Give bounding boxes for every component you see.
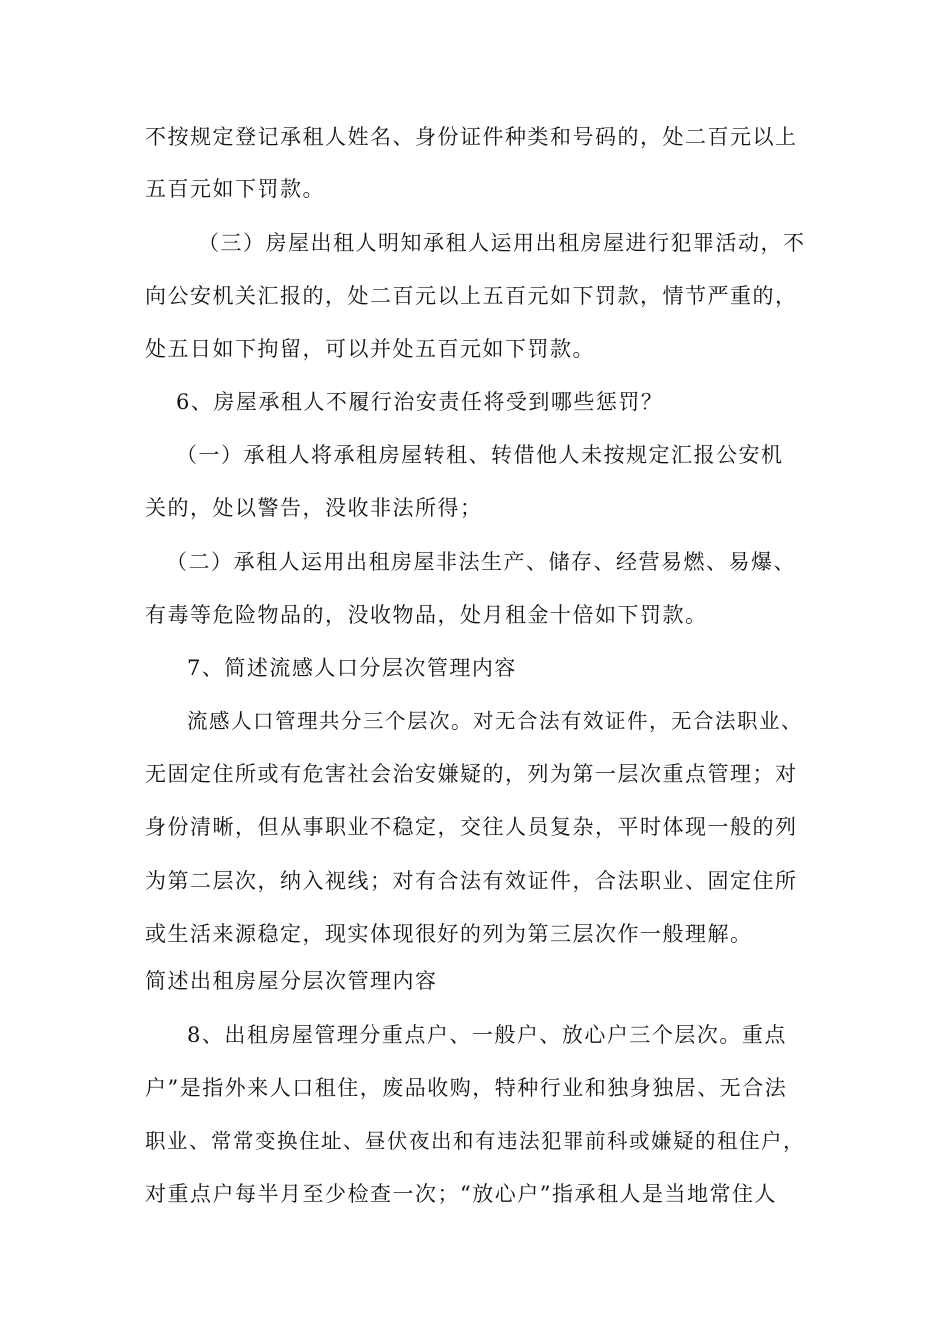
text-line-4: 向公安机关汇报的，处二百元以上五百元如下罚款，情节严重的， <box>145 284 798 308</box>
text-line-6: 6、房屋承租人不履行治安责任将受到哪些惩罚？ <box>176 390 664 414</box>
text-line-2: 五百元如下罚款。 <box>145 177 325 201</box>
text-line-18: 8、出租房屋管理分重点户、一般户、放心户三个层次。重点 <box>187 1023 787 1047</box>
text-line-3: （三）房屋出租人明知承租人运用出租房屋进行犯罪活动，不 <box>198 231 806 255</box>
text-line-5: 处五日如下拘留，可以并处五百元如下罚款。 <box>145 337 595 361</box>
text-line-21: 对重点户每半月至少检查一次；“放心户”指承租人是当地常住人 <box>145 1182 777 1206</box>
text-line-10: 有毒等危险物品的，没收物品，处月租金十倍如下罚款。 <box>145 603 708 627</box>
text-line-14: 身份清晰，但从事职业不稳定，交往人员复杂，平时体现一般的列 <box>145 815 798 839</box>
text-line-15: 为第二层次，纳入视线；对有合法有效证件，合法职业、固定住所 <box>145 869 798 893</box>
text-line-16: 或生活来源稳定，现实体现很好的列为第三层次作一般理解。 <box>145 922 753 946</box>
text-line-7: （一）承租人将承租房屋转租、转借他人未按规定汇报公安机 <box>176 443 784 467</box>
text-line-19: 户”是指外来人口租住，废品收购，特种行业和独身独居、无合法 <box>145 1076 788 1100</box>
text-line-1: 不按规定登记承租人姓名、身份证件种类和号码的，处二百元以上 <box>145 125 798 149</box>
text-line-12: 流感人口管理共分三个层次。对无合法有效证件，无合法职业、 <box>187 709 803 733</box>
text-line-17: 简述出租房屋分层次管理内容 <box>145 969 438 993</box>
text-line-20: 职业、常常变换住址、昼伏夜出和有违法犯罪前科或嫌疑的租住户， <box>145 1129 805 1153</box>
text-line-11: 7、简述流感人口分层次管理内容 <box>187 656 517 680</box>
text-line-13: 无固定住所或有危害社会治安嫌疑的，列为第一层次重点管理；对 <box>145 762 798 786</box>
text-line-9: （二）承租人运用出租房屋非法生产、储存、经营易燃、易爆、 <box>166 550 796 574</box>
text-line-8: 关的，处以警告，没收非法所得； <box>145 496 483 520</box>
